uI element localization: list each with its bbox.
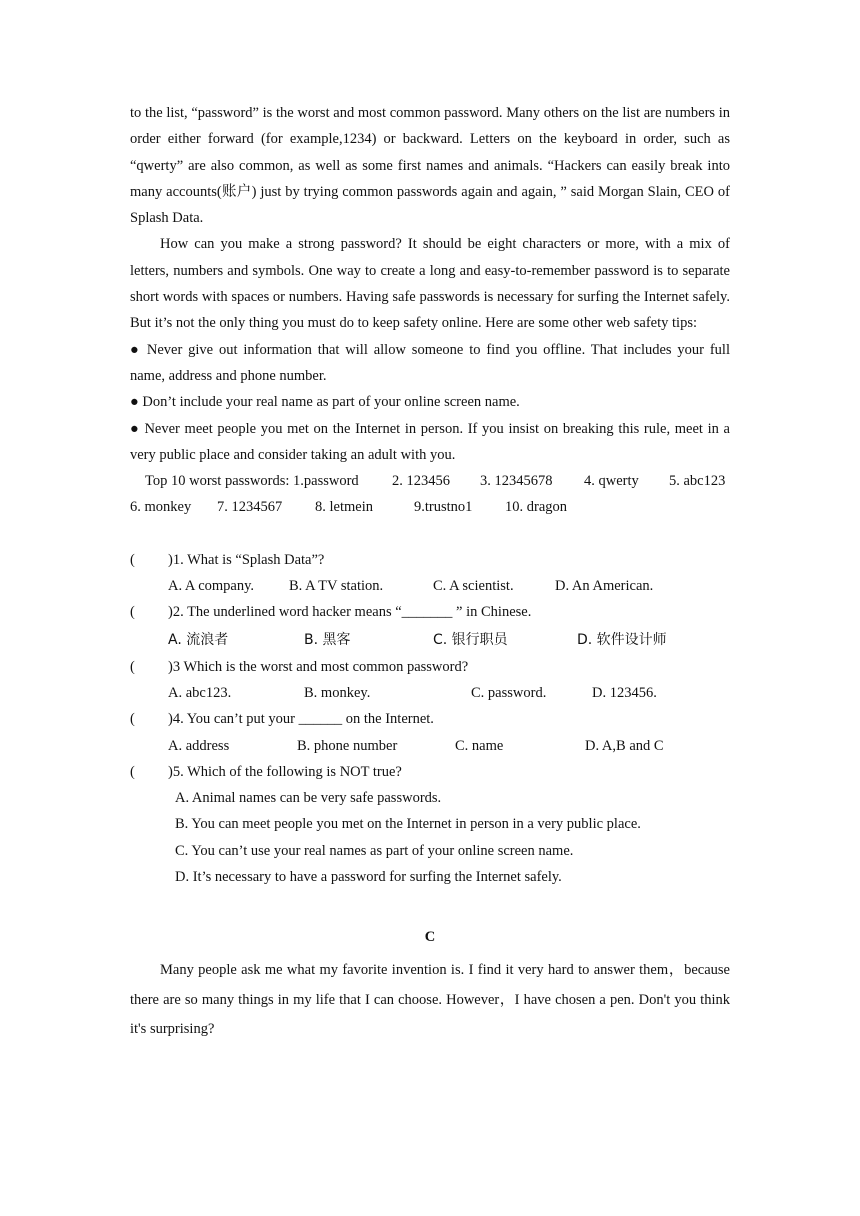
answer-blank[interactable]: (: [130, 658, 135, 675]
option: A. A company.: [168, 578, 255, 595]
safety-tip-2: ● Don’t include your real name as part of your online screen name.: [130, 394, 520, 411]
question-4-options: [130, 733, 730, 759]
answer-blank[interactable]: (: [130, 711, 135, 728]
top10-item: 10. dragon: [505, 499, 568, 516]
top10-item: 3. 12345678: [480, 473, 553, 490]
top10-item: Top 10 worst passwords: 1.password: [145, 473, 359, 490]
answer-blank[interactable]: (: [130, 763, 135, 780]
document-page: [130, 100, 730, 1045]
option: B. A TV station.: [289, 578, 384, 595]
section-c-paragraph: Many people ask me what my favorite invention is. I find it very hard to answer them，because there are so many things in my life that I can choose. However，I have chosen a pen. Don't you think it's surprising?: [130, 962, 730, 1038]
question-stem: )1. What is “Splash Data”?: [168, 551, 325, 568]
top10-item: 5. abc123: [669, 473, 726, 490]
option: D. It’s necessary to have a password for surfing the Internet safely.: [175, 869, 562, 886]
section-heading: C: [424, 929, 436, 946]
option: A. Animal names can be very safe passwords.: [175, 790, 442, 807]
option: B. 黑客: [304, 631, 351, 648]
passage-paragraph-1: to the list, “password” is the worst and most common password. Many others on the list are numbers in order either forward (for example,1234) or backward. Letters on the keyboard in order, such as “qwerty” are also common, as well as some first names and animals. “Hackers can easily break into many accounts(账户) just by trying common passwords again and again, ” said Morgan Slain, CEO of Splash Data.: [130, 105, 730, 227]
question-4: [130, 706, 730, 732]
option: B. phone number: [297, 737, 398, 754]
question-2: [130, 599, 730, 625]
top10-item: 7. 1234567: [217, 499, 283, 516]
answer-blank[interactable]: (: [130, 551, 135, 568]
option: A. abc123.: [168, 684, 232, 701]
option: C. A scientist.: [433, 578, 514, 595]
top10-item: 2. 123456: [392, 473, 450, 490]
top10-item: 4. qwerty: [584, 473, 639, 490]
option: B. You can meet people you met on the Internet in person in a very public place.: [175, 816, 641, 833]
option: C. password.: [471, 684, 547, 701]
question-3: [130, 654, 730, 680]
top10-item: 9.trustno1: [414, 499, 473, 516]
passage-paragraph-2: How can you make a strong password? It should be eight characters or more, with a mix of letters, numbers and symbols. One way to create a long and easy-to-remember password is to separate short words with spaces or numbers. Having safe passwords is necessary for surfing the Internet safely. But it’s not the only thing you must do to keep safety online. Here are some other web safety tips:: [130, 236, 730, 332]
safety-tip-1: ● Never give out information that will allow someone to find you offline. That includes your full name, address and phone number.: [130, 341, 730, 384]
question-3-options: [130, 680, 730, 706]
question-1-options: [130, 573, 730, 599]
question-stem: )4. You can’t put your ______ on the Internet.: [168, 711, 434, 728]
option: B. monkey.: [304, 684, 371, 701]
option: A. 流浪者: [168, 631, 229, 648]
safety-tip-3: ● Never meet people you met on the Internet in person. If you insist on breaking this rule, meet in a very public place and consider taking an adult with you.: [130, 420, 730, 463]
option: C. You can’t use your real names as part of your online screen name.: [175, 842, 574, 859]
top10-item: 8. letmein: [315, 499, 373, 516]
option: D. 软件设计师: [577, 631, 667, 648]
option: C. name: [455, 737, 504, 754]
option: D. A,B and C: [585, 737, 664, 754]
question-stem: )2. The underlined word hacker means “_______ ” in Chinese.: [168, 604, 532, 621]
answer-blank[interactable]: (: [130, 604, 135, 621]
question-stem: )5. Which of the following is NOT true?: [168, 763, 402, 780]
question-2-options: [130, 626, 730, 654]
top10-passwords: [130, 468, 730, 521]
option: D. An American.: [555, 578, 654, 595]
option: D. 123456.: [592, 684, 657, 701]
top10-item: 6. monkey: [130, 499, 192, 516]
option: A. address: [168, 737, 230, 754]
question-stem: )3 Which is the worst and most common password?: [168, 658, 469, 675]
option: C. 银行职员: [433, 631, 508, 648]
question-1: [130, 547, 730, 573]
question-5: [130, 759, 730, 785]
